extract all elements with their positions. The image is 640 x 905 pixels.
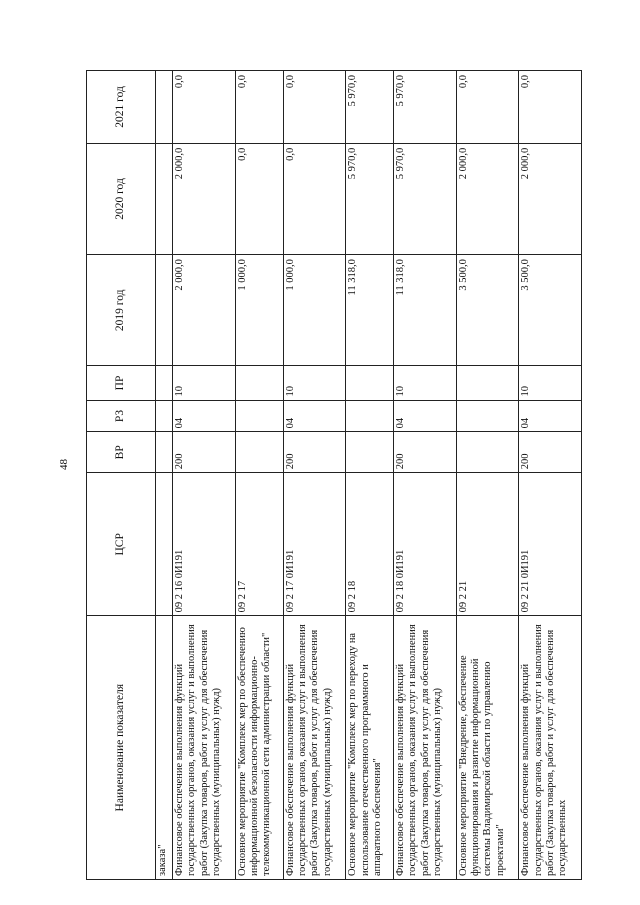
row-2019: 2 000,0 [173, 255, 236, 366]
table-row [456, 71, 519, 880]
row-pr [235, 366, 283, 400]
row-2019: 1 000,0 [283, 255, 346, 366]
row-2021: 5 970,0 [394, 71, 457, 144]
row-pr: 10 [519, 366, 582, 400]
row-csr: 09 2 21 [456, 473, 519, 616]
header-name: Наименование показателя [87, 616, 156, 880]
row-2021: 0,0 [235, 71, 283, 144]
row-2020: 0,0 [235, 143, 283, 254]
header-2021: 2021 год [87, 71, 156, 144]
row-name: Финансовое обеспечение выполнения функций государственных органов, оказания услуг и выполнения работ (Закупка товаров, работ и услуг для обеспечения государственных (муниципальных) нужд) [173, 616, 236, 880]
row-pr [456, 366, 519, 400]
row-2020: 2 000,0 [456, 143, 519, 254]
row-vr [346, 432, 394, 473]
budget-table [86, 70, 582, 880]
row-vr: 200 [394, 432, 457, 473]
table-header-row [87, 71, 156, 880]
table-row [173, 71, 236, 880]
header-pr: ПР [87, 366, 156, 400]
header-csr: ЦСР [87, 473, 156, 616]
row-rz [456, 400, 519, 432]
row-csr: 09 2 18 [346, 473, 394, 616]
row-2019: 11 318,0 [394, 255, 457, 366]
row-2021: 0,0 [456, 71, 519, 144]
row-rz: 04 [394, 400, 457, 432]
row-rz [235, 400, 283, 432]
row-rz [346, 400, 394, 432]
row-name: Финансовое обеспечение выполнения функций государственных органов, оказания услуг и выполнения работ (Закупка товаров, работ и услуг для обеспечения государственных (муниципальных) нужд) [283, 616, 346, 880]
row-2020: 2 000,0 [519, 143, 582, 254]
row-name: Финансовое обеспечение выполнения функций государственных органов, оказания услуг и выполнения работ (Закупка товаров, работ и услуг для обеспечения государственных (муниципальных) нужд) [394, 616, 457, 880]
header-rz: РЗ [87, 400, 156, 432]
row-csr: 09 2 18 0И191 [394, 473, 457, 616]
row-2021: 0,0 [519, 71, 582, 144]
rotated-page-content [86, 70, 582, 880]
table-row-continuation [156, 71, 173, 880]
table-row [519, 71, 582, 880]
row-2020: 2 000,0 [173, 143, 236, 254]
row-pr: 10 [394, 366, 457, 400]
table-row [346, 71, 394, 880]
row-vr: 200 [519, 432, 582, 473]
header-2020: 2020 год [87, 143, 156, 254]
row-2019: 3 500,0 [456, 255, 519, 366]
row-pr: 10 [283, 366, 346, 400]
row-vr [456, 432, 519, 473]
row-csr: 09 2 17 0И191 [283, 473, 346, 616]
page-number: 48 [58, 459, 70, 470]
table-row [235, 71, 283, 880]
row-vr [235, 432, 283, 473]
row-2021: 0,0 [173, 71, 236, 144]
table-row [283, 71, 346, 880]
header-2019: 2019 год [87, 255, 156, 366]
row-csr: 09 2 16 0И191 [173, 473, 236, 616]
row-name: Основное мероприятие "Комплекс мер по обеспечению информационной безопасности информационно-телекоммуникационной сети администрации области" [235, 616, 283, 880]
row-2020: 5 970,0 [394, 143, 457, 254]
continuation-text: заказа" [156, 616, 173, 880]
row-name: Финансовое обеспечение выполнения функций государственных органов, оказания услуг и выполнения работ (Закупка товаров, работ и услуг для обеспечения государственных [519, 616, 582, 880]
row-rz: 04 [173, 400, 236, 432]
row-pr: 10 [173, 366, 236, 400]
row-rz: 04 [283, 400, 346, 432]
row-2021: 0,0 [283, 71, 346, 144]
row-2020: 5 970,0 [346, 143, 394, 254]
row-2019: 11 318,0 [346, 255, 394, 366]
row-2020: 0,0 [283, 143, 346, 254]
row-csr: 09 2 17 [235, 473, 283, 616]
header-vr: ВР [87, 432, 156, 473]
row-vr: 200 [283, 432, 346, 473]
row-2019: 3 500,0 [519, 255, 582, 366]
table-row [394, 71, 457, 880]
row-name: Основное мероприятие "Комплекс мер по переходу на использование отечественного программного и аппаратного обеспечения" [346, 616, 394, 880]
row-pr [346, 366, 394, 400]
row-name: Основное мероприятие "Внедрение, обеспечение функционирования и развитие информационной системы Владимирской области по управлению проектами" [456, 616, 519, 880]
row-vr: 200 [173, 432, 236, 473]
row-2021: 5 970,0 [346, 71, 394, 144]
row-rz: 04 [519, 400, 582, 432]
row-2019: 1 000,0 [235, 255, 283, 366]
row-csr: 09 2 21 0И191 [519, 473, 582, 616]
